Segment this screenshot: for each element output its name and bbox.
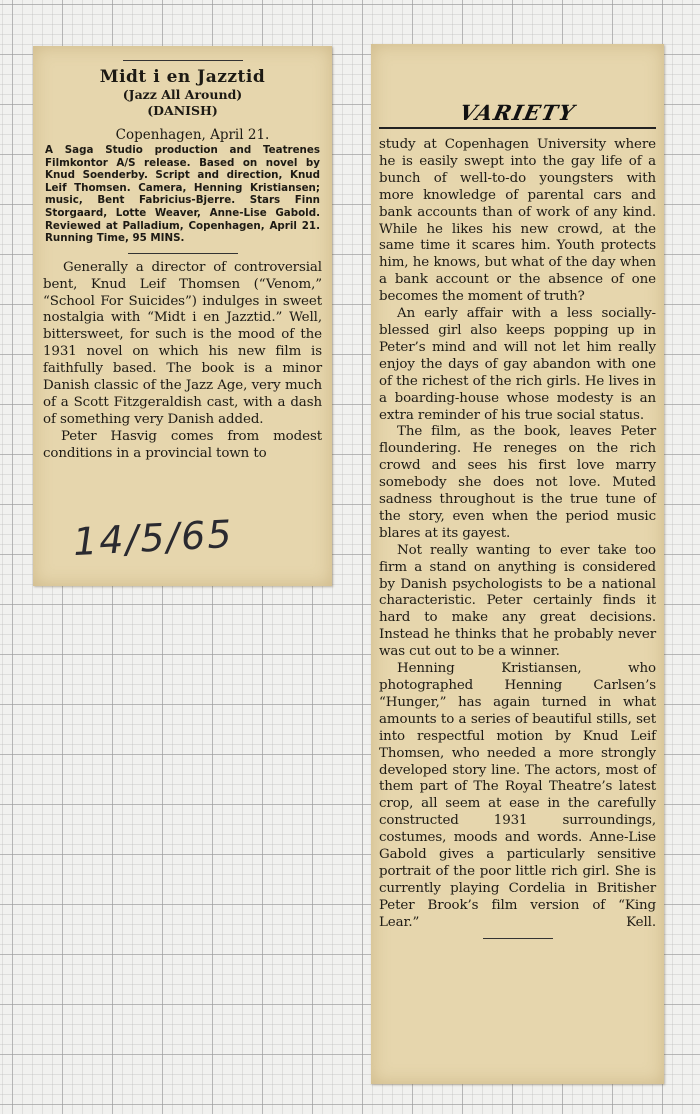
end-rule: [483, 938, 553, 939]
review-headline: Midt i en Jazztid: [99, 67, 266, 87]
left-paragraph-2: Peter Hasvig comes from modest conditions in a provincial town to: [43, 428, 322, 461]
top-rule: [123, 60, 243, 61]
left-newspaper-clipping: [33, 46, 332, 586]
variety-masthead: VARIETY: [457, 100, 578, 125]
reviewer-signature: Kell.: [626, 914, 656, 930]
right-newspaper-clipping: [371, 44, 664, 1084]
dateline: Copenhagen, April 21.: [115, 127, 270, 143]
left-body-text: [43, 260, 322, 463]
review-nationality: (DANISH): [147, 103, 218, 118]
right-paragraph-1: study at Copenhagen University where he is easily swept into the gay life of a bunch of well-to-do youngsters with more knowledge of parental cars and bank accounts than of work of any kind. While he likes his new crowd, at the same time it scares him. Youth protects him, he knows, but what of the day when a bank account or the absence of one becomes the moment of truth?: [379, 137, 656, 305]
left-paragraph-1: Generally a director of controversial bent, Knud Leif Thomsen (“Venom,” “School For Suicides”) indulges in sweet nostalgia with “Midt i en Jazztid.” Well, bittersweet, for such is the mood of the 1931 novel on which his new film is faithfully based. The book is a minor Danish classic of the Jazz Age, very much of a Scott Fitzgeraldish cast, with a dash of something very Danish added.: [43, 259, 322, 427]
right-paragraph-5: [379, 661, 656, 932]
masthead-area: [379, 44, 656, 125]
right-paragraph-4: Not really wanting to ever take too firm a stand on anything is considered by Danish psychologists to be a national characteristic. Peter certainly finds it hard to make any great decisions. Instead he thinks that he probably never was cut out to be a winner.: [379, 542, 656, 660]
masthead-rule: [379, 127, 656, 129]
handwritten-date: 14/5/65: [71, 511, 235, 565]
film-credits: A Saga Studio production and Teatrenes Filmkontor A/S release. Based on novel by Knud Soenderby. Script and direction, Knud Leif Thomsen. Camera, Henning Kristiansen; music, Bent Fabricius-Bjerre. Stars Finn Storgaard, Lotte Weaver, Anne-Lise Gabold. Reviewed at Palladium, Copenhagen, April 21. Running Time, 95 MINS.: [45, 144, 320, 245]
right-paragraph-3: The film, as the book, leaves Peter floundering. He reneges on the rich crowd and sees his first love marry somebody she does not love. Muted sadness throughout is the true tune of the story, even when the period music blares at its gayest.: [379, 424, 656, 541]
review-subtitle: (Jazz All Around): [122, 87, 243, 102]
credits-rule: [128, 253, 238, 254]
right-paragraph-2: An early affair with a less socially-blessed girl also keeps popping up in Peter’s mind and will not let him really enjoy the days of gay abandon with one of the richest of the rich girls. He lives in a boarding-house whose modesty is an extra reminder of his true social status.: [379, 306, 656, 423]
right-paragraph-5-text: Henning Kristiansen, who photographed Henning Carlsen’s “Hunger,” has again turned in what amounts to a series of beautiful stills, set into respectful motion by Knud Leif Thomsen, who needed a more strongly developed story line. The actors, most of them part of The Royal Theatre’s latest crop, all seem at ease in the carefully constructed 1931 surroundings, costumes, moods and words. Anne-Lise Gabold gives a particularly sensitive portrait of the poor little rich girl. She is currently playing Cordelia in Britisher Peter Brook’s film version of “King Lear.”: [379, 661, 656, 930]
right-body-text: [379, 137, 656, 932]
